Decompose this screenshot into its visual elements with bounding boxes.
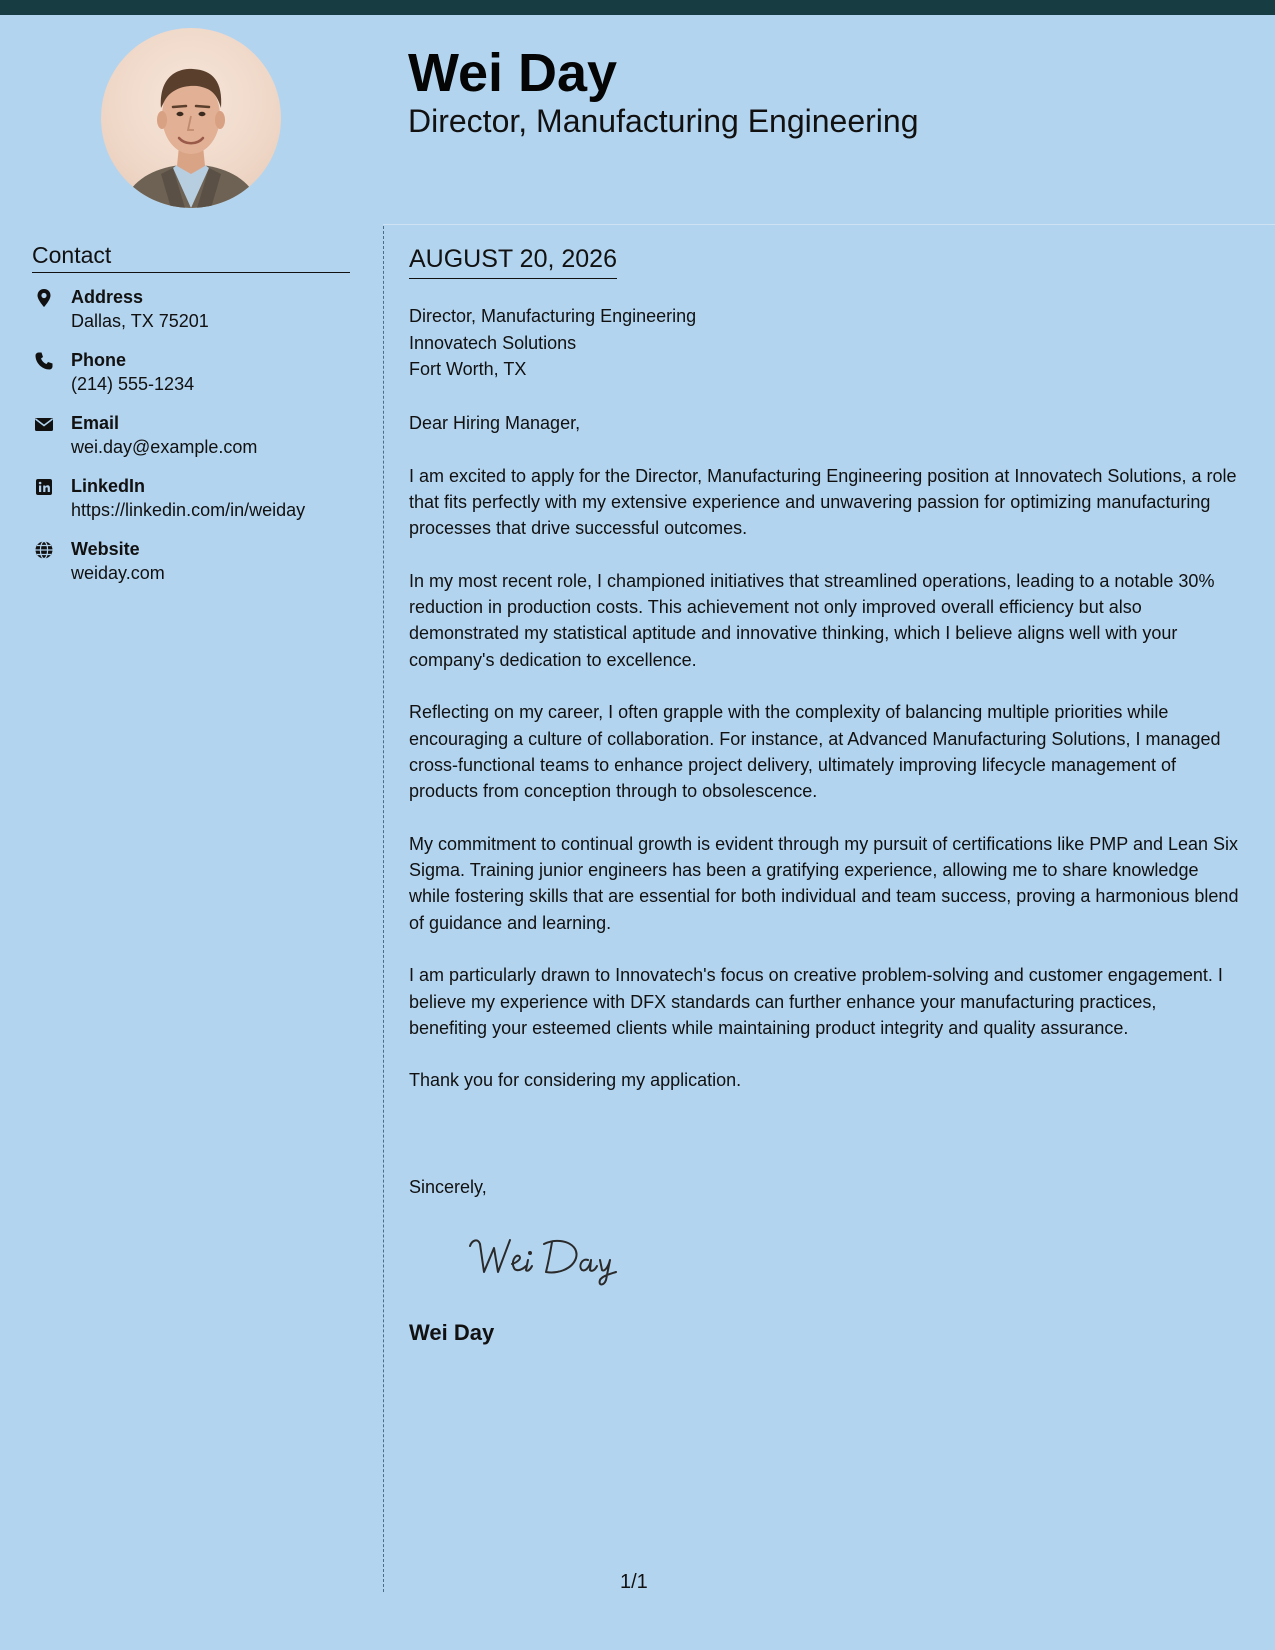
contact-value: (214) 555-1234 xyxy=(71,374,195,394)
recipient-line: Innovatech Solutions xyxy=(409,332,577,353)
contact-label: LinkedIn xyxy=(71,476,146,496)
contact-item-website xyxy=(32,537,362,600)
contact-item-email xyxy=(32,411,362,474)
globe-icon xyxy=(34,540,54,560)
closing-thanks: Thank you for considering my application. xyxy=(409,1070,742,1091)
top-accent-bar xyxy=(0,0,1275,15)
letter-date: AUGUST 20, 2026 xyxy=(409,243,617,279)
signer-name: Wei Day xyxy=(409,1320,495,1345)
contact-label: Email xyxy=(71,413,120,433)
map-pin-icon xyxy=(34,288,54,308)
contact-heading: Contact xyxy=(32,240,350,273)
linkedin-icon xyxy=(34,477,54,497)
recipient-line: Fort Worth, TX xyxy=(409,359,527,379)
contact-label: Phone xyxy=(71,350,127,370)
handwritten-signature xyxy=(464,1228,634,1288)
contact-item-linkedin xyxy=(32,474,362,537)
candidate-name: Wei Day xyxy=(408,43,618,103)
contact-item-phone xyxy=(32,348,362,411)
salutation: Dear Hiring Manager, xyxy=(409,413,581,433)
body-paragraph: My commitment to continual growth is evident through my pursuit of certifications like PMP and Lean Six Sigma. Training junior engineers has been a gratifying experience, allowing me to share knowledge while fostering skills that are essential for both individual and team success, proving a harmonious blend of guidance and learning. xyxy=(409,833,1239,933)
letter-body xyxy=(409,410,1239,1120)
sign-off: Sincerely, xyxy=(409,1177,487,1197)
contact-value[interactable]: https://linkedin.com/in/weiday xyxy=(71,500,306,520)
body-paragraph: In my most recent role, I championed initiatives that streamlined operations, leading to a notable 30% reduction in production costs. This achievement not only improved overall efficiency but also demonstrated my statistical aptitude and innovative thinking, which I believe aligns well with your company's dedication to excellence. xyxy=(409,570,1215,670)
recipient-line: Director, Manufacturing Engineering xyxy=(409,306,697,326)
profile-photo xyxy=(101,28,281,208)
body-paragraph: I am excited to apply for the Director, Manufacturing Engineering position at Innovatech Solutions, a role that fits perfectly with my extensive experience and unwavering passion for optimizing manufacturing processes that drive successful outcomes. xyxy=(409,465,1237,539)
contact-value: Dallas, TX 75201 xyxy=(71,311,209,331)
contact-item-address xyxy=(32,285,362,348)
page-number: 1/1 xyxy=(620,1571,648,1593)
body-paragraph: I am particularly drawn to Innovatech's focus on creative problem-solving and customer engagement. I believe my experience with DFX standards can further enhance your manufacturing practices, benefiting your esteemed clients while maintaining product integrity and quality assurance. xyxy=(409,965,1223,1038)
body-paragraph: Reflecting on my career, I often grapple with the complexity of balancing multiple priorities while encouraging a culture of collaboration. For instance, at Advanced Manufacturing Solutions, I managed cross-functional teams to enhance project delivery, ultimately improving lifecycle management of products from conception through to obsolescence. xyxy=(409,702,1221,802)
contact-value[interactable]: wei.day@example.com xyxy=(71,437,258,457)
phone-icon xyxy=(34,351,54,371)
header-divider xyxy=(383,224,1275,225)
contact-list xyxy=(32,285,362,600)
contact-label: Website xyxy=(71,539,140,559)
contact-label: Address xyxy=(71,287,144,307)
contact-value[interactable]: weiday.com xyxy=(71,563,165,583)
column-divider xyxy=(383,226,384,1592)
candidate-job-title: Director, Manufacturing Engineering xyxy=(408,103,919,139)
recipient-block xyxy=(409,303,696,383)
envelope-icon xyxy=(34,414,54,434)
